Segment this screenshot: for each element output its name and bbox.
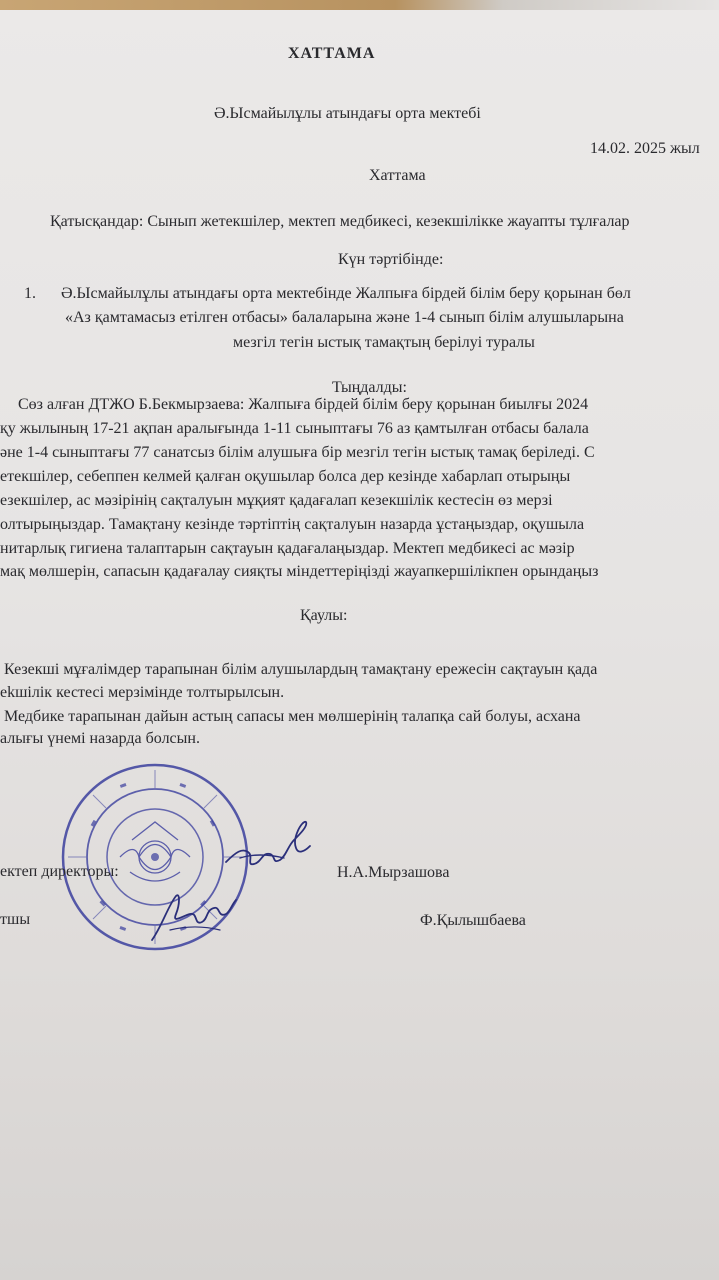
heard-line: қу жылының 17-21 ақпан аралығында 1-11 сыныптағы 76 аз қамтылған отбасы балала: [0, 420, 589, 437]
director-signature: [222, 818, 314, 876]
agenda-heading: Күн тәртібінде:: [338, 251, 444, 268]
director-name: Н.А.Мырзашова: [337, 864, 450, 881]
agenda-number: 1.: [24, 285, 36, 302]
background-edge: [0, 0, 719, 10]
decision-line: алығы үнемі назарда болсын.: [0, 730, 200, 747]
agenda-line: Ә.Ысмайылұлы атындағы орта мектебінде Жалпыға бірдей білім беру қорынан бөл: [61, 285, 631, 302]
secretary-signature: [146, 886, 242, 948]
decision-line: Кезекші мұғалімдер тарапынан білім алушылардың тамақтану ережесін сақтауын қада: [4, 661, 598, 678]
heard-line: мақ мөлшерін, сапасын қадағалау сияқты міндеттеріңізді жауапкершілікпен орындаңыз: [0, 563, 599, 580]
agenda-line: «Аз қамтамасыз етілген отбасы» балаларына және 1-4 сынып білім алушыларына: [65, 309, 624, 326]
heard-line: Сөз алған ДТЖО Б.Бекмырзаева: Жалпыға бірдей білім беру қорынан биылғы 2024: [18, 396, 589, 413]
secretary-label: тшы: [0, 911, 31, 928]
heard-line: етекшілер, себеппен келмей қалған оқушылар болса дер кезінде хабарлап отырыңы: [0, 468, 571, 485]
document-subtitle: Хаттама: [369, 167, 426, 184]
heard-line: езекшілер, ас мәзірінің сақталуын мұқият қадағалап кезекшілік кестесін өз мерзі: [0, 492, 553, 509]
director-label: ектеп директоры:: [0, 863, 119, 880]
document-title: ХАТТАМА: [288, 45, 376, 62]
participants-line: Қатысқандар: Сынып жетекшілер, мектеп медбикесі, кезекшілікке жауапты тұлғалар: [50, 213, 630, 230]
heard-line: олтырыңыздар. Тамақтану кезінде тәртіптің сақталуын назарда ұстаңыздар, оқушыла: [0, 516, 585, 533]
heard-line: нитарлық гигиена талаптарын сақтауын қадағалаңыздар. Мектеп медбикесі ас мәзір: [0, 540, 575, 557]
school-name: Ә.Ысмайылұлы атындағы орта мектебі: [214, 105, 481, 122]
agenda-line: мезгіл тегін ыстық тамақтың берілуі туралы: [233, 334, 535, 351]
decision-line: Медбике тарапынан дайын астың сапасы мен мөлшерінің талапқа сай болуы, асхана: [4, 708, 581, 725]
secretary-name: Ф.Қылышбаева: [420, 912, 526, 929]
decision-line: ekшілік кестесі мерзімінде толтырылсын.: [0, 684, 285, 701]
decision-heading: Қаулы:: [300, 607, 348, 624]
heard-heading: Тыңдалды:: [332, 379, 407, 396]
heard-line: әне 1-4 сыныптағы 77 санатсыз білім алушыға бір мезгіл тегін ыстық тамақ беріледі. С: [0, 444, 595, 461]
document-date: 14.02. 2025 жыл: [590, 140, 700, 157]
